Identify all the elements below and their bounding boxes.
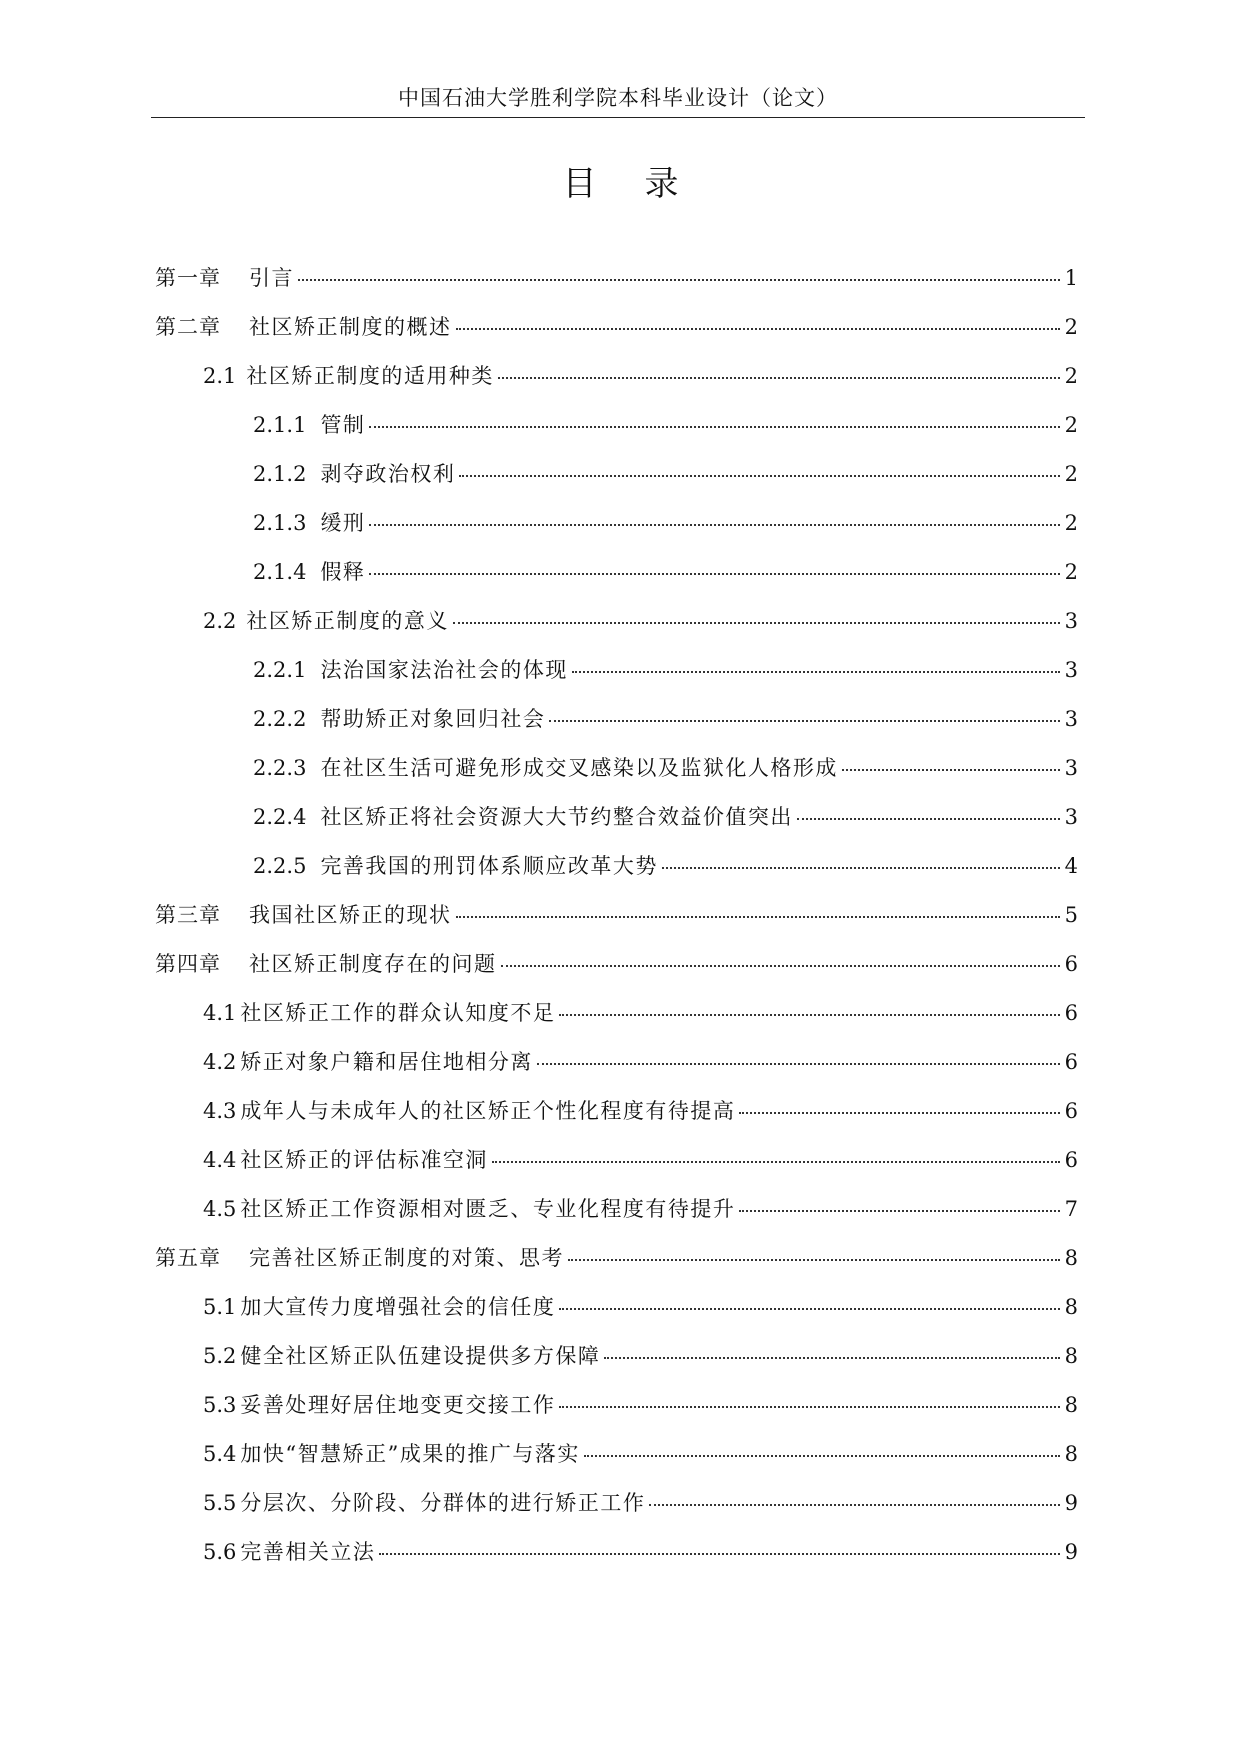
toc-entry-subsection-2-1-2[interactable] xyxy=(253,458,1078,490)
toc-entry-section-5-6[interactable] xyxy=(203,1536,1078,1568)
toc-entry-chapter-2[interactable] xyxy=(155,311,1078,343)
toc-entry-label: 社区矫正的评估标准空洞 xyxy=(240,1148,488,1172)
toc-entry-number: 第五章 xyxy=(155,1246,221,1270)
toc-entry-page: 6 xyxy=(1064,1050,1078,1074)
toc-entry-number: 2.2.4 xyxy=(253,805,307,829)
toc-entry-page: 8 xyxy=(1064,1442,1078,1466)
toc-entry-page: 3 xyxy=(1064,707,1078,731)
dot-leader xyxy=(739,1210,1060,1212)
toc-entry-subsection-2-2-5[interactable] xyxy=(253,850,1078,882)
toc-entry-section-4-4[interactable] xyxy=(203,1144,1078,1176)
toc-entry-label: 社区矫正将社会资源大大节约整合效益价值突出 xyxy=(320,805,793,829)
dot-leader xyxy=(453,622,1060,624)
toc-entry-number: 2.2.3 xyxy=(253,756,307,780)
toc-entry-number: 2.2.5 xyxy=(253,854,307,878)
toc-entry-label: 社区矫正制度的适用种类 xyxy=(246,364,494,388)
dot-leader xyxy=(584,1455,1060,1457)
toc-entry-page: 3 xyxy=(1064,658,1078,682)
toc-entry-page: 6 xyxy=(1064,1148,1078,1172)
toc-entry-subsection-2-1-4[interactable] xyxy=(253,556,1078,588)
toc-entry-label: 健全社区矫正队伍建设提供多方保障 xyxy=(240,1344,601,1368)
toc-entry-page: 2 xyxy=(1064,364,1078,388)
header-rule xyxy=(151,117,1085,118)
toc-entry-number: 4.4 xyxy=(203,1148,237,1172)
toc-entry-page: 4 xyxy=(1064,854,1078,878)
toc-entry-number: 2.1.1 xyxy=(253,413,307,437)
toc-entry-number: 第二章 xyxy=(155,315,221,339)
toc-entry-section-5-2[interactable] xyxy=(203,1340,1078,1372)
toc-entry-label: 社区矫正制度存在的问题 xyxy=(249,952,497,976)
toc-entry-page: 8 xyxy=(1064,1246,1078,1270)
toc-entry-section-4-3[interactable] xyxy=(203,1095,1078,1127)
toc-entry-number: 5.3 xyxy=(203,1393,237,1417)
toc-entry-page: 2 xyxy=(1064,511,1078,535)
toc-entry-page: 8 xyxy=(1064,1344,1078,1368)
toc-entry-number: 4.3 xyxy=(203,1099,237,1123)
toc-entry-number: 2.1.2 xyxy=(253,462,307,486)
toc-entry-number: 第三章 xyxy=(155,903,221,927)
toc-entry-label: 管制 xyxy=(320,413,366,437)
toc-entry-section-5-1[interactable] xyxy=(203,1291,1078,1323)
toc-entry-number: 2.1 xyxy=(203,364,237,388)
toc-entry-page: 2 xyxy=(1064,413,1078,437)
dot-leader xyxy=(842,769,1060,771)
toc-entry-section-2-1[interactable] xyxy=(203,360,1078,392)
dot-leader xyxy=(604,1357,1060,1359)
page-header: 中国石油大学胜利学院本科毕业设计（论文） xyxy=(398,86,838,110)
dot-leader xyxy=(369,573,1060,575)
dot-leader xyxy=(559,1406,1060,1408)
dot-leader xyxy=(559,1308,1060,1310)
toc-entry-number: 4.1 xyxy=(203,1001,237,1025)
toc-entry-subsection-2-2-1[interactable] xyxy=(253,654,1078,686)
dot-leader xyxy=(456,916,1061,918)
toc-entry-label: 加大宣传力度增强社会的信任度 xyxy=(240,1295,556,1319)
dot-leader xyxy=(537,1063,1060,1065)
dot-leader xyxy=(649,1504,1060,1506)
toc-entry-section-4-2[interactable] xyxy=(203,1046,1078,1078)
toc-entry-label: 分层次、分阶段、分群体的进行矫正工作 xyxy=(240,1491,646,1515)
toc-entry-label: 社区矫正制度的意义 xyxy=(246,609,449,633)
toc-entry-page: 9 xyxy=(1064,1491,1078,1515)
toc-entry-page: 3 xyxy=(1064,609,1078,633)
toc-entry-label: 社区矫正工作资源相对匮乏、专业化程度有待提升 xyxy=(240,1197,736,1221)
dot-leader xyxy=(369,426,1060,428)
toc-entry-number: 2.1.4 xyxy=(253,560,307,584)
toc-entry-label: 我国社区矫正的现状 xyxy=(249,903,452,927)
toc-title: 目录 xyxy=(562,164,727,204)
toc-entry-number: 5.1 xyxy=(203,1295,237,1319)
toc-entry-number: 第一章 xyxy=(155,266,221,290)
dot-leader xyxy=(572,671,1060,673)
dot-leader xyxy=(379,1553,1060,1555)
toc-entry-chapter-4[interactable] xyxy=(155,948,1078,980)
toc-entry-number: 4.5 xyxy=(203,1197,237,1221)
toc-entry-label: 成年人与未成年人的社区矫正个性化程度有待提高 xyxy=(240,1099,736,1123)
toc-entry-page: 9 xyxy=(1064,1540,1078,1564)
toc-entry-section-5-5[interactable] xyxy=(203,1487,1078,1519)
toc-entry-subsection-2-1-3[interactable] xyxy=(253,507,1078,539)
dot-leader xyxy=(662,867,1060,869)
toc-entry-section-4-5[interactable] xyxy=(203,1193,1078,1225)
toc-entry-subsection-2-2-4[interactable] xyxy=(253,801,1078,833)
toc-entry-page: 6 xyxy=(1064,952,1078,976)
toc-entry-number: 5.2 xyxy=(203,1344,237,1368)
toc-entry-label: 社区矫正工作的群众认知度不足 xyxy=(240,1001,556,1025)
toc-entry-page: 1 xyxy=(1064,266,1078,290)
dot-leader xyxy=(498,377,1060,379)
toc-entry-label: 加快“智慧矫正”成果的推广与落实 xyxy=(240,1442,580,1466)
toc-entry-label: 缓刑 xyxy=(320,511,366,535)
toc-entry-label: 完善相关立法 xyxy=(240,1540,376,1564)
toc-entry-section-2-2[interactable] xyxy=(203,605,1078,637)
toc-entry-label: 剥夺政治权利 xyxy=(320,462,456,486)
toc-entry-number: 2.2.2 xyxy=(253,707,307,731)
toc-entry-number: 2.1.3 xyxy=(253,511,307,535)
toc-entry-page: 3 xyxy=(1064,756,1078,780)
toc-entry-number: 5.6 xyxy=(203,1540,237,1564)
toc-entry-number: 2.2 xyxy=(203,609,237,633)
toc-entry-page: 7 xyxy=(1064,1197,1078,1221)
toc-entry-label: 法治国家法治社会的体现 xyxy=(320,658,568,682)
dot-leader xyxy=(456,328,1061,330)
dot-leader xyxy=(559,1014,1060,1016)
toc-entry-page: 2 xyxy=(1064,315,1078,339)
toc-entry-page: 8 xyxy=(1064,1295,1078,1319)
dot-leader xyxy=(797,818,1060,820)
dot-leader xyxy=(369,524,1060,526)
dot-leader xyxy=(549,720,1060,722)
toc-entry-label: 帮助矫正对象回归社会 xyxy=(320,707,546,731)
toc-entry-subsection-2-2-3[interactable] xyxy=(253,752,1078,784)
dot-leader xyxy=(492,1161,1060,1163)
toc-entry-page: 6 xyxy=(1064,1001,1078,1025)
dot-leader xyxy=(459,475,1060,477)
toc-entry-subsection-2-2-2[interactable] xyxy=(253,703,1078,735)
toc-entry-label: 完善我国的刑罚体系顺应改革大势 xyxy=(320,854,658,878)
toc-entry-page: 6 xyxy=(1064,1099,1078,1123)
toc-entry-page: 3 xyxy=(1064,805,1078,829)
dot-leader xyxy=(568,1259,1060,1261)
toc-entry-label: 社区矫正制度的概述 xyxy=(249,315,452,339)
toc-entry-number: 5.5 xyxy=(203,1491,237,1515)
toc-entry-label: 引言 xyxy=(249,266,294,290)
toc-entry-label: 完善社区矫正制度的对策、思考 xyxy=(249,1246,564,1270)
toc-entry-section-4-1[interactable] xyxy=(203,997,1078,1029)
toc-entry-label: 在社区生活可避免形成交叉感染以及监狱化人格形成 xyxy=(320,756,838,780)
toc-entry-number: 5.4 xyxy=(203,1442,237,1466)
toc-entry-page: 2 xyxy=(1064,560,1078,584)
toc-entry-section-5-3[interactable] xyxy=(203,1389,1078,1421)
toc-entry-label: 假释 xyxy=(320,560,366,584)
toc-entry-chapter-3[interactable] xyxy=(155,899,1078,931)
toc-entry-number: 第四章 xyxy=(155,952,221,976)
dot-leader xyxy=(501,965,1061,967)
toc-entry-page: 5 xyxy=(1064,903,1078,927)
toc-entry-chapter-5[interactable] xyxy=(155,1242,1078,1274)
toc-entry-label: 妥善处理好居住地变更交接工作 xyxy=(240,1393,556,1417)
toc-entry-page: 2 xyxy=(1064,462,1078,486)
dot-leader xyxy=(739,1112,1060,1114)
dot-leader xyxy=(298,279,1060,281)
toc-entry-chapter-1[interactable] xyxy=(155,262,1078,294)
toc-entry-number: 2.2.1 xyxy=(253,658,307,682)
toc-entry-subsection-2-1-1[interactable] xyxy=(253,409,1078,441)
toc-entry-number: 4.2 xyxy=(203,1050,237,1074)
toc-entry-section-5-4[interactable] xyxy=(203,1438,1078,1470)
toc-entry-page: 8 xyxy=(1064,1393,1078,1417)
toc-entry-label: 矫正对象户籍和居住地相分离 xyxy=(240,1050,533,1074)
